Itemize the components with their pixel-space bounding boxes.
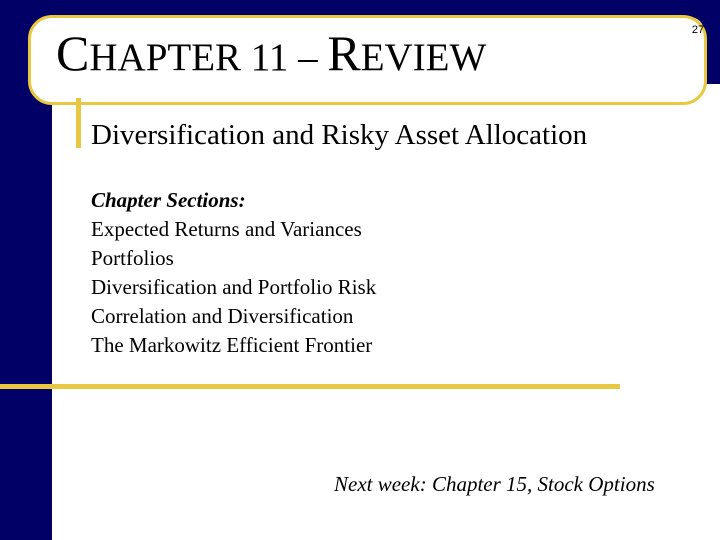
section-item: Portfolios — [91, 246, 174, 270]
section-item: The Markowitz Efficient Frontier — [91, 333, 373, 357]
horizontal-divider — [0, 384, 620, 389]
slide-number: 27 — [691, 24, 705, 36]
section-item: Diversification and Portfolio Risk — [91, 275, 377, 299]
section-item: Expected Returns and Variances — [91, 217, 362, 241]
section-item: Correlation and Diversification — [91, 304, 354, 328]
vertical-accent-bar — [76, 98, 81, 148]
next-week-note: Next week: Chapter 15, Stock Options — [334, 472, 655, 496]
slide-title: CHAPTER 11 – REVIEW — [56, 25, 487, 81]
chapter-sections — [91, 186, 376, 360]
chapter-sections-header: Chapter Sections: — [91, 188, 246, 212]
slide-subtitle: Diversification and Risky Asset Allocation — [91, 119, 588, 151]
